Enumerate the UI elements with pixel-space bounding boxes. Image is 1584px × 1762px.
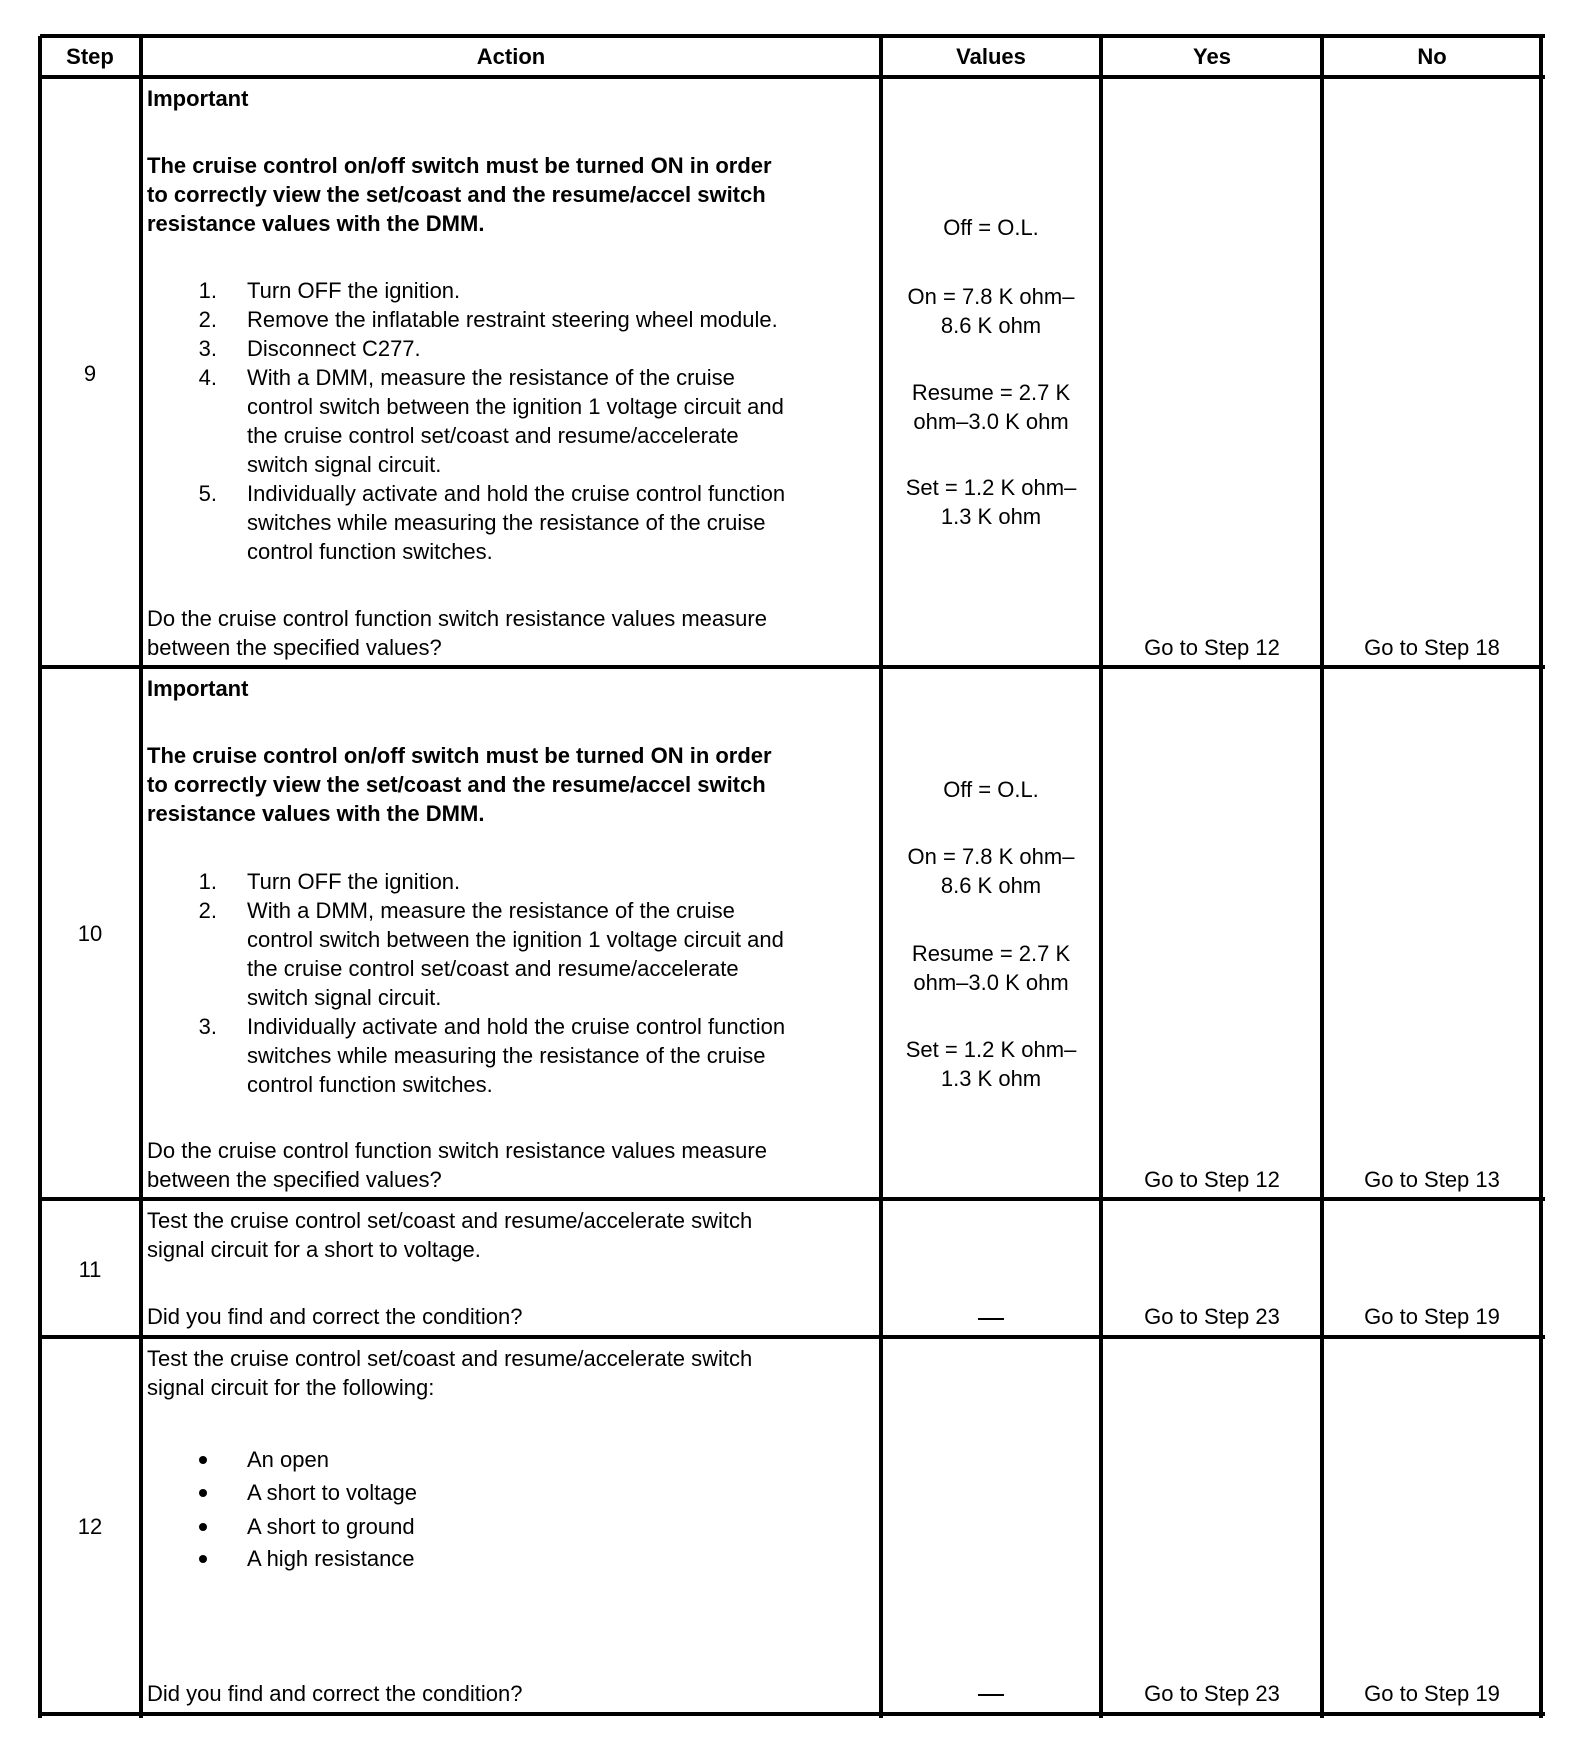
item-line: control function switches. bbox=[247, 539, 493, 564]
question-text: Did you find and correct the condition? bbox=[147, 1681, 523, 1706]
question-text bbox=[147, 1136, 767, 1194]
header-step: Step bbox=[66, 44, 114, 69]
step-number: 12 bbox=[77, 1514, 103, 1539]
question-line: between the specified values? bbox=[147, 1167, 442, 1192]
question-line: between the specified values? bbox=[147, 635, 442, 660]
column-divider bbox=[1320, 36, 1324, 1718]
item-text bbox=[247, 363, 784, 479]
item-number: 2. bbox=[198, 307, 217, 332]
column-divider bbox=[879, 36, 883, 1718]
important-note bbox=[147, 741, 772, 828]
question-text: Did you find and correct the condition? bbox=[147, 1304, 523, 1329]
header-values: Values bbox=[956, 44, 1026, 69]
yes-link[interactable]: Go to Step 12 bbox=[1144, 1167, 1280, 1192]
value-line: ohm–3.0 K ohm bbox=[913, 970, 1069, 995]
bullet-icon bbox=[199, 1555, 207, 1563]
step-number: 11 bbox=[78, 1257, 102, 1282]
value-set bbox=[906, 473, 1077, 531]
item-line: switch signal circuit. bbox=[247, 452, 442, 477]
item-line: With a DMM, measure the resistance of the cruise bbox=[247, 365, 735, 390]
question-text bbox=[147, 604, 767, 662]
bullet-icon bbox=[199, 1523, 207, 1531]
no-value-dash bbox=[978, 1318, 1004, 1320]
no-link[interactable]: Go to Step 19 bbox=[1364, 1681, 1500, 1706]
yes-link[interactable]: Go to Step 23 bbox=[1144, 1304, 1280, 1329]
item-line: the cruise control set/coast and resume/accelerate bbox=[247, 956, 739, 981]
note-line: resistance values with the DMM. bbox=[147, 801, 485, 826]
value-line: On = 7.8 K ohm– bbox=[907, 284, 1075, 309]
action-text bbox=[147, 1344, 752, 1402]
item-number: 3. bbox=[198, 1014, 217, 1039]
action-text bbox=[147, 1206, 752, 1264]
bullet-item: An open bbox=[247, 1447, 329, 1472]
action-line: Test the cruise control set/coast and resume/accelerate switch bbox=[147, 1208, 753, 1233]
bullet-icon bbox=[199, 1489, 207, 1497]
value-line: 1.3 K ohm bbox=[940, 1066, 1042, 1091]
value-line: Resume = 2.7 K bbox=[911, 941, 1071, 966]
item-line: control function switches. bbox=[247, 1072, 493, 1097]
bullet-icon bbox=[199, 1456, 207, 1464]
bullet-item: A high resistance bbox=[247, 1546, 415, 1571]
column-divider bbox=[1099, 36, 1103, 1718]
question-line: Do the cruise control function switch resistance values measure bbox=[147, 1138, 767, 1163]
value-line: On = 7.8 K ohm– bbox=[907, 844, 1075, 869]
value-line: ohm–3.0 K ohm bbox=[913, 409, 1069, 434]
yes-link[interactable]: Go to Step 12 bbox=[1144, 635, 1280, 660]
item-line: switches while measuring the resistance of the cruise bbox=[247, 1043, 766, 1068]
note-line: resistance values with the DMM. bbox=[147, 211, 485, 236]
item-number: 1. bbox=[198, 869, 217, 894]
important-note bbox=[147, 151, 772, 238]
value-line: Set = 1.2 K ohm– bbox=[905, 1037, 1077, 1062]
item-number: 4. bbox=[198, 365, 217, 390]
item-line: switches while measuring the resistance of the cruise bbox=[247, 510, 766, 535]
header-no: No bbox=[1417, 44, 1447, 69]
note-line: The cruise control on/off switch must be turned ON in order bbox=[147, 743, 772, 768]
item-line: Individually activate and hold the cruise control function bbox=[247, 1014, 786, 1039]
item-line: the cruise control set/coast and resume/accelerate bbox=[247, 423, 739, 448]
item-text bbox=[247, 479, 785, 566]
action-line: signal circuit for a short to voltage. bbox=[147, 1237, 481, 1262]
item-text: Remove the inflatable restraint steering wheel module. bbox=[247, 307, 778, 332]
item-number: 1. bbox=[198, 278, 217, 303]
note-line: to correctly view the set/coast and the resume/accel switch bbox=[147, 182, 766, 207]
question-line: Do the cruise control function switch resistance values measure bbox=[147, 606, 767, 631]
bullet-item: A short to ground bbox=[247, 1514, 415, 1539]
no-link[interactable]: Go to Step 13 bbox=[1364, 1167, 1500, 1192]
value-line: 1.3 K ohm bbox=[940, 504, 1042, 529]
item-number: 5. bbox=[198, 481, 217, 506]
no-link[interactable]: Go to Step 19 bbox=[1364, 1304, 1500, 1329]
value-line: 8.6 K ohm bbox=[940, 873, 1042, 898]
step-number: 10 bbox=[77, 921, 103, 946]
no-link[interactable]: Go to Step 18 bbox=[1364, 635, 1500, 660]
item-line: switch signal circuit. bbox=[247, 985, 442, 1010]
column-divider bbox=[38, 36, 42, 1718]
action-line: signal circuit for the following: bbox=[147, 1375, 435, 1400]
value-line: Set = 1.2 K ohm– bbox=[905, 475, 1077, 500]
item-line: control switch between the ignition 1 voltage circuit and bbox=[247, 927, 784, 952]
value-off: Off = O.L. bbox=[943, 215, 1039, 240]
value-line: 8.6 K ohm bbox=[940, 313, 1042, 338]
yes-link[interactable]: Go to Step 23 bbox=[1144, 1681, 1280, 1706]
item-line: With a DMM, measure the resistance of the cruise bbox=[247, 898, 735, 923]
note-line: to correctly view the set/coast and the resume/accel switch bbox=[147, 772, 766, 797]
item-number: 2. bbox=[198, 898, 217, 923]
value-resume bbox=[912, 378, 1070, 436]
item-text bbox=[247, 1012, 785, 1099]
action-line: Test the cruise control set/coast and resume/accelerate switch bbox=[147, 1346, 753, 1371]
value-set bbox=[906, 1035, 1077, 1093]
important-label: Important bbox=[147, 676, 249, 701]
step-number: 9 bbox=[83, 361, 97, 386]
header-action: Action bbox=[476, 44, 546, 69]
column-divider bbox=[139, 36, 143, 1718]
item-text: Disconnect C277. bbox=[247, 336, 421, 361]
value-resume bbox=[912, 939, 1070, 997]
item-text: Turn OFF the ignition. bbox=[247, 869, 461, 894]
column-divider bbox=[1539, 36, 1543, 1718]
value-line: Resume = 2.7 K bbox=[911, 380, 1071, 405]
note-line: The cruise control on/off switch must be turned ON in order bbox=[147, 153, 772, 178]
important-label: Important bbox=[147, 86, 249, 111]
no-value-dash bbox=[978, 1694, 1004, 1696]
item-line: control switch between the ignition 1 voltage circuit and bbox=[247, 394, 784, 419]
value-on bbox=[908, 842, 1075, 900]
item-text: Turn OFF the ignition. bbox=[247, 278, 461, 303]
item-number: 3. bbox=[198, 336, 217, 361]
item-text bbox=[247, 896, 784, 1012]
value-off: Off = O.L. bbox=[943, 777, 1039, 802]
item-line: Individually activate and hold the cruise control function bbox=[247, 481, 786, 506]
value-on bbox=[908, 282, 1075, 340]
bullet-item: A short to voltage bbox=[247, 1480, 417, 1505]
header-yes: Yes bbox=[1193, 44, 1231, 69]
